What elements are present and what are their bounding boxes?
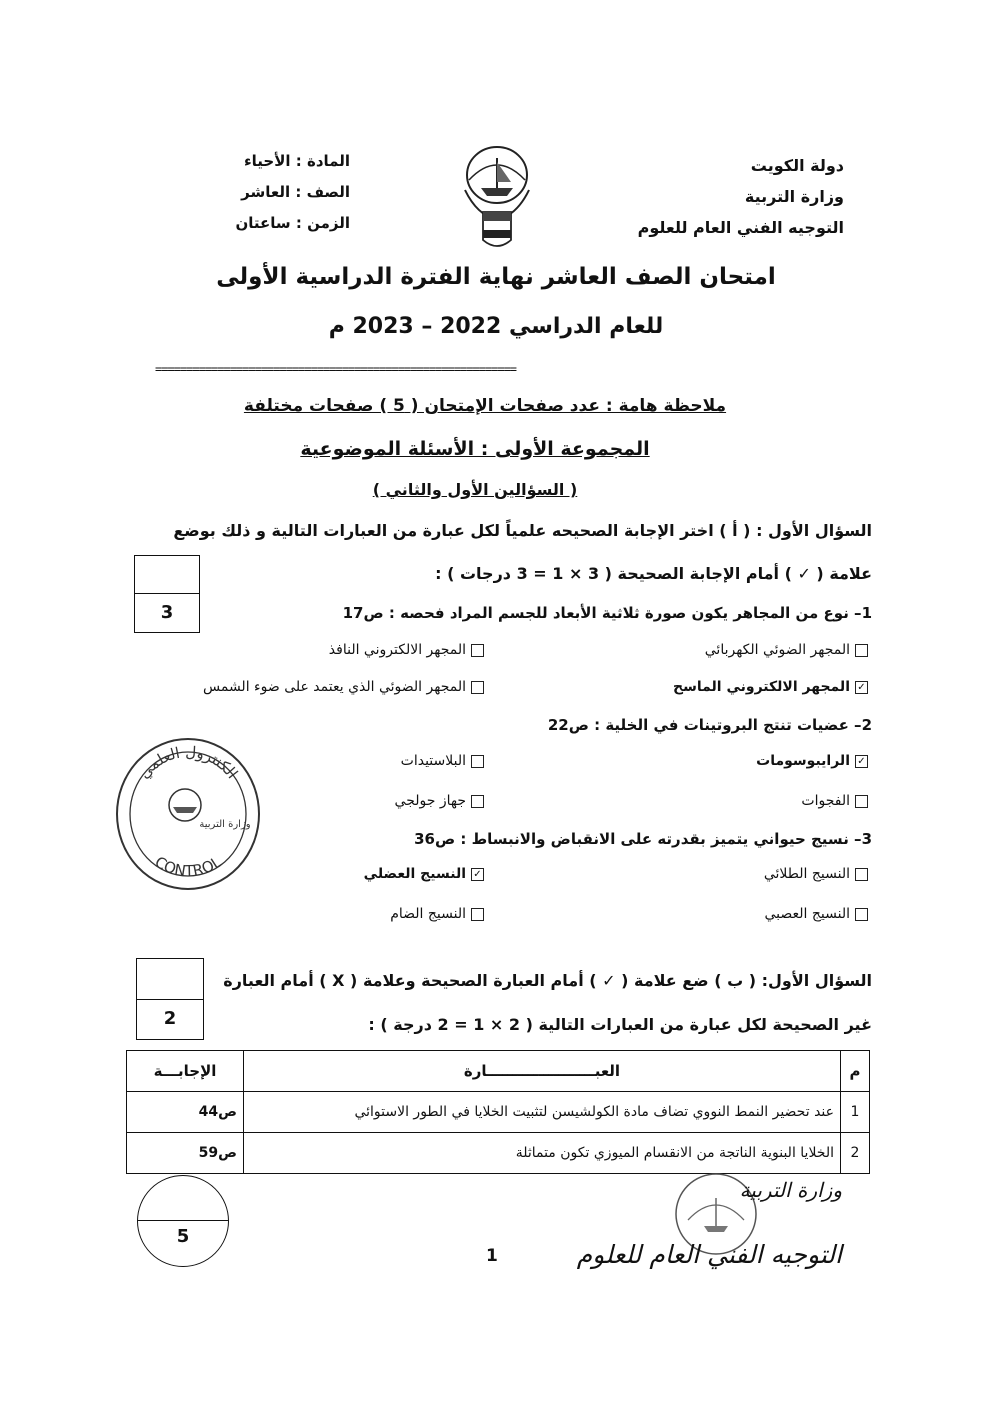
exam-year: للعام الدراسي 2022 – 2023 م — [328, 314, 664, 339]
checkbox-icon[interactable]: ✓ — [855, 681, 868, 694]
control-stamp-icon — [113, 735, 263, 893]
group-title: المجموعة الأولى : الأسئلة الموضوعية — [300, 438, 650, 460]
table-row — [127, 1092, 870, 1133]
stamp-middle-text: وزارة التربية — [199, 819, 251, 830]
checkbox-icon[interactable] — [855, 795, 868, 808]
checkbox-icon[interactable] — [855, 868, 868, 881]
page-number: 1 — [486, 1246, 498, 1266]
q3-option-3[interactable]: النسيج العصبي — [568, 906, 868, 922]
statements-table — [126, 1050, 870, 1174]
q1-option-2[interactable]: المجهر الالكتروني النافذ — [144, 642, 484, 658]
q2-option-4[interactable]: جهاز جولجي — [244, 793, 484, 809]
checkbox-icon[interactable] — [855, 908, 868, 921]
q3-option-2[interactable]: ✓النسيج العضلي — [244, 866, 484, 882]
checkbox-icon[interactable] — [855, 644, 868, 657]
row-answer[interactable]: ص44 — [127, 1092, 244, 1133]
q2-option-1[interactable]: ✓الرايبوسومات — [568, 753, 868, 769]
page-total: 5 — [176, 1226, 190, 1247]
question-1-text: 1– نوع من المجاهر يكون صورة ثلاثية الأبعاد للجسم المراد فحصه : ص17 — [342, 604, 872, 622]
q1-option-3[interactable]: ✓المجهر الالكتروني الماسح — [568, 679, 868, 695]
checkbox-icon[interactable] — [471, 795, 484, 808]
page-total-circle — [137, 1175, 229, 1267]
q2-option-2[interactable]: البلاستيدات — [244, 753, 484, 769]
header-answer: الإجابـــة — [127, 1051, 244, 1092]
q3-option-4[interactable]: النسيج الضام — [244, 906, 484, 922]
header-num: م — [841, 1051, 870, 1092]
header-country: دولة الكويت — [750, 156, 844, 175]
part-a-score: 3 — [160, 602, 174, 623]
question-3-text: 3– نسيج حيواني يتميز بقدرته على الانقباض والانبساط : ص36 — [414, 830, 872, 848]
stamp-bottom-text: CONTROL — [151, 852, 225, 881]
subject-label: المادة : الأحياء — [243, 152, 350, 170]
header-exam-info — [200, 146, 350, 239]
table-row — [127, 1133, 870, 1174]
signature-department: التوجيه الفني العام للعلوم — [576, 1240, 842, 1269]
header-ministry — [584, 150, 844, 243]
header-ministry-name: وزارة التربية — [744, 187, 844, 206]
checkbox-icon[interactable] — [471, 644, 484, 657]
row-answer[interactable]: ص59 — [127, 1133, 244, 1174]
q3-option-1[interactable]: النسيج الطلائي — [568, 866, 868, 882]
q2-option-3[interactable]: الفجوات — [568, 793, 868, 809]
header-department: التوجيه الفني العام للعلوم — [637, 218, 844, 237]
exam-title: امتحان الصف العاشر نهاية الفترة الدراسية الأولى — [216, 264, 776, 290]
part-b-score: 2 — [163, 1008, 177, 1029]
separator-line: ========================================================== — [155, 362, 517, 376]
group-subtitle: ( السؤالين الأول والثاني ) — [372, 480, 578, 499]
row-statement: الخلايا البنوية الناتجة من الانقسام الميوزي تكون متماثلة — [244, 1133, 841, 1174]
checkbox-icon[interactable] — [471, 681, 484, 694]
part-a-heading-2: علامة ( ✓ ) أمام الإجابة الصحيحة ( 3 × 1 = 3 درجات ) : — [435, 564, 872, 583]
header-statement: العبـــــــــــــــــــــارة — [244, 1051, 841, 1092]
part-b-heading-2: غير الصحيحة لكل عبارة من العبارات التالية ( 2 × 1 = 2 درجة ) : — [368, 1015, 872, 1034]
question-2-text: 2– عضيات تنتج البروتينات في الخلية : ص22 — [547, 716, 872, 734]
duration-label: الزمن : ساعتان — [235, 214, 350, 232]
q1-option-4[interactable]: المجهر الضوئي الذي يعتمد على ضوء الشمس — [144, 679, 484, 695]
checkbox-icon[interactable] — [471, 755, 484, 768]
checkbox-icon[interactable]: ✓ — [855, 755, 868, 768]
row-statement: عند تحضير النمط النووي تضاف مادة الكولشيسن لتثبيت الخلايا في الطور الاستوائي — [244, 1092, 841, 1133]
important-note: ملاحظة هامة : عدد صفحات الإمتحان ( 5 ) صفحات مختلفة — [243, 396, 727, 416]
checkbox-icon[interactable]: ✓ — [471, 868, 484, 881]
part-b-heading: السؤال الأول: ( ب ) ضع علامة ( ✓ ) أمام العبارة الصحيحة وعلامة ( X ) أمام العبارة — [223, 971, 872, 990]
checkbox-icon[interactable] — [471, 908, 484, 921]
kuwait-emblem-icon — [457, 140, 537, 256]
signature-ministry: وزارة التربية — [739, 1178, 842, 1202]
row-num: 2 — [841, 1133, 870, 1174]
row-num: 1 — [841, 1092, 870, 1133]
q1-option-1[interactable]: المجهر الضوئي الكهربائي — [568, 642, 868, 658]
stamp-top-text: الكنترول العلمي — [134, 742, 242, 783]
part-a-heading: السؤال الأول : ( أ ) اختر الإجابة الصحيحه علمياً لكل عبارة من العبارات التالية و ذلك بوضع — [173, 521, 872, 540]
grade-label: الصف : العاشر — [241, 183, 350, 201]
table-header-row — [127, 1051, 870, 1092]
